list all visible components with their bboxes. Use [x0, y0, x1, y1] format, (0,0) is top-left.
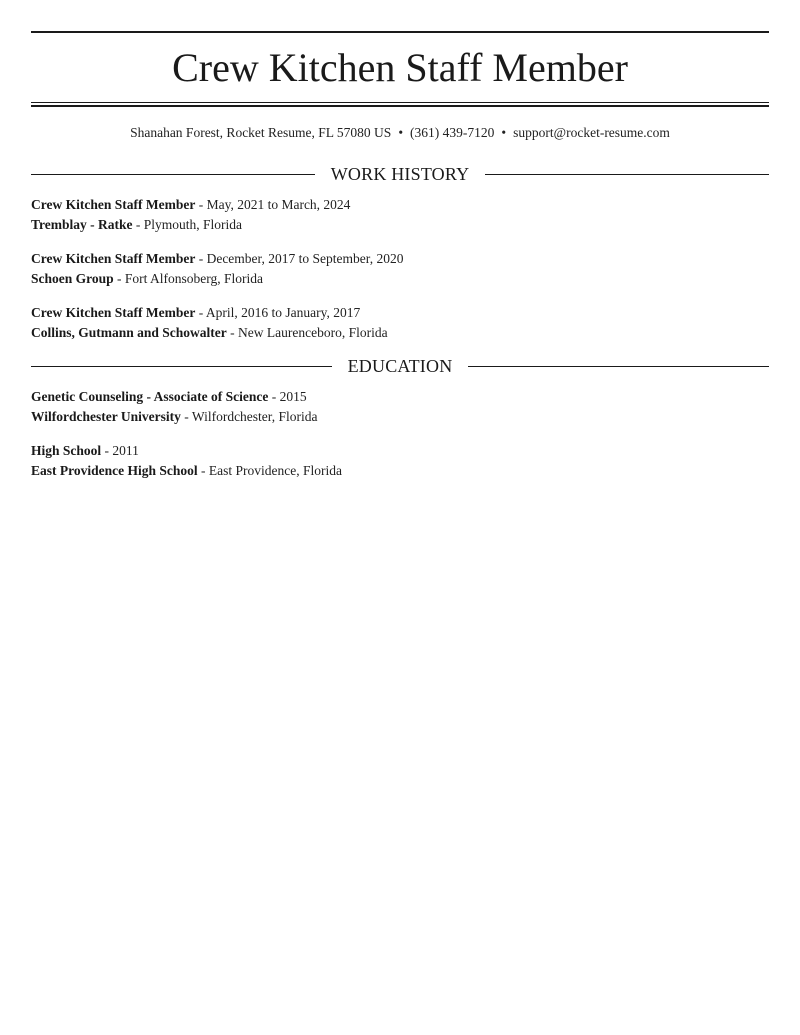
bullet-separator: • — [501, 125, 507, 140]
school-name: East Providence High School — [31, 463, 198, 478]
contact-phone: (361) 439-7120 — [410, 125, 495, 140]
education-entry-degree-line — [31, 387, 769, 407]
dash: - — [197, 463, 209, 478]
work-entry — [31, 303, 769, 343]
job-role: Crew Kitchen Staff Member — [31, 251, 196, 266]
job-role: Crew Kitchen Staff Member — [31, 305, 196, 320]
education-entry — [31, 387, 769, 427]
dash: - — [195, 305, 206, 320]
job-dates: May, 2021 to March, 2024 — [206, 197, 351, 212]
section-heading-education — [31, 355, 769, 377]
education-entry-school-line — [31, 407, 769, 427]
heading-rule-right — [468, 366, 769, 367]
job-dates: December, 2017 to September, 2020 — [206, 251, 404, 266]
company-location: New Laurenceboro, Florida — [238, 325, 388, 340]
contact-address: Shanahan Forest, Rocket Resume, FL 57080 US — [130, 125, 392, 140]
job-dates: April, 2016 to January, 2017 — [205, 305, 361, 320]
work-entry-role-line — [31, 195, 769, 215]
company-location: Fort Alfonsoberg, Florida — [124, 271, 264, 286]
education-entry — [31, 441, 769, 481]
dash: - — [132, 217, 144, 232]
education-entry-school-line — [31, 461, 769, 481]
dash: - — [113, 271, 125, 286]
school-name: Wilfordchester University — [31, 409, 181, 424]
dash: - — [180, 409, 192, 424]
section-title: WORK HISTORY — [330, 163, 470, 184]
bullet-separator: • — [398, 125, 404, 140]
work-entry-company-line — [31, 269, 769, 289]
degree: Genetic Counseling - Associate of Science — [31, 389, 269, 404]
work-entry-company-line — [31, 215, 769, 235]
heading-rule-right — [485, 174, 769, 175]
company-name: Schoen Group — [31, 271, 114, 286]
dash: - — [195, 197, 207, 212]
work-entry-company-line — [31, 323, 769, 343]
heading-rule-left — [31, 174, 315, 175]
work-entry — [31, 249, 769, 289]
dash: - — [101, 443, 113, 458]
dash: - — [226, 325, 239, 340]
title-double-rule-thick — [31, 105, 769, 107]
section-title: EDUCATION — [347, 355, 453, 376]
graduation-year: 2011 — [112, 443, 139, 458]
company-name: Tremblay - Ratke — [31, 217, 133, 232]
title-double-rule-thin — [31, 102, 769, 103]
dash: - — [195, 251, 207, 266]
graduation-year: 2015 — [279, 389, 307, 404]
work-entry-role-line — [31, 249, 769, 269]
school-location: Wilfordchester, Florida — [191, 409, 318, 424]
company-location: Plymouth, Florida — [143, 217, 243, 232]
company-name: Collins, Gutmann and Schowalter — [31, 325, 227, 340]
education-entry-degree-line — [31, 441, 769, 461]
resume-title: Crew Kitchen Staff Member — [172, 45, 628, 90]
dash: - — [268, 389, 280, 404]
degree: High School — [31, 443, 102, 458]
work-entry-role-line — [31, 303, 769, 323]
contact-line — [31, 124, 769, 142]
top-rule — [31, 31, 769, 33]
work-entry — [31, 195, 769, 235]
contact-email: support@rocket-resume.com — [513, 125, 670, 140]
section-heading-work-history — [31, 163, 769, 185]
heading-rule-left — [31, 366, 332, 367]
school-location: East Providence, Florida — [208, 463, 342, 478]
job-role: Crew Kitchen Staff Member — [31, 197, 196, 212]
